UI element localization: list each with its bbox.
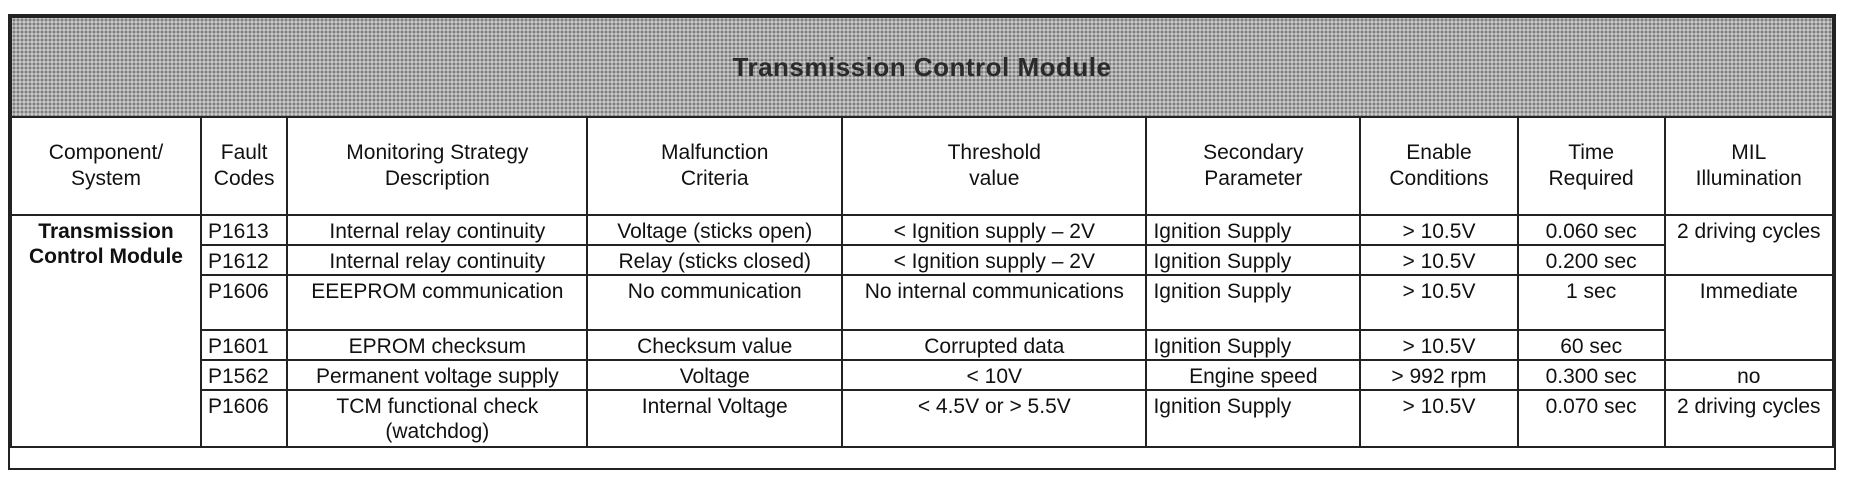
threshold: Corrupted data <box>842 330 1146 360</box>
table-row <box>11 360 1833 390</box>
header-malfunction-criteria: Malfunction Criteria <box>587 117 842 215</box>
criteria: Relay (sticks closed) <box>587 245 842 275</box>
header-monitoring-strategy: Monitoring Strategy Description <box>287 117 587 215</box>
mil-illumination: no <box>1665 360 1833 390</box>
enable-condition: > 10.5V <box>1360 245 1518 275</box>
secondary-parameter: Engine speed <box>1146 360 1360 390</box>
time-required: 0.300 sec <box>1518 360 1665 390</box>
header-time-required: Time Required <box>1518 117 1665 215</box>
description: EEEPROM communication <box>287 275 587 330</box>
table-row <box>11 245 1833 275</box>
fault-code: P1562 <box>201 360 287 390</box>
header-enable-conditions: Enable Conditions <box>1360 117 1518 215</box>
secondary-parameter: Ignition Supply <box>1146 330 1360 360</box>
mil-illumination: 2 driving cycles <box>1665 215 1833 275</box>
time-required: 1 sec <box>1518 275 1665 330</box>
threshold: < 4.5V or > 5.5V <box>842 390 1146 447</box>
criteria: Voltage (sticks open) <box>587 215 842 245</box>
description: Permanent voltage supply <box>287 360 587 390</box>
threshold: < Ignition supply – 2V <box>842 245 1146 275</box>
secondary-parameter: Ignition Supply <box>1146 390 1360 447</box>
criteria: Internal Voltage <box>587 390 842 447</box>
fault-code: P1601 <box>201 330 287 360</box>
fault-code: P1613 <box>201 215 287 245</box>
mil-illumination: Immediate <box>1665 275 1833 360</box>
enable-condition: > 10.5V <box>1360 275 1518 330</box>
criteria: Voltage <box>587 360 842 390</box>
enable-condition: > 10.5V <box>1360 330 1518 360</box>
table-row <box>11 330 1833 360</box>
enable-condition: > 10.5V <box>1360 390 1518 447</box>
threshold: < Ignition supply – 2V <box>842 215 1146 245</box>
enable-condition: > 10.5V <box>1360 215 1518 245</box>
secondary-parameter: Ignition Supply <box>1146 215 1360 245</box>
header-mil-illumination: MIL Illumination <box>1665 117 1833 215</box>
description: EPROM checksum <box>287 330 587 360</box>
header-component: Component/ System <box>11 117 201 215</box>
secondary-parameter: Ignition Supply <box>1146 245 1360 275</box>
header-secondary-parameter: Secondary Parameter <box>1146 117 1360 215</box>
table-row <box>11 390 1833 447</box>
description: TCM functional check (watchdog) <box>287 390 587 447</box>
secondary-parameter: Ignition Supply <box>1146 275 1360 330</box>
threshold: < 10V <box>842 360 1146 390</box>
time-required: 0.060 sec <box>1518 215 1665 245</box>
component-cell: Transmission Control Module <box>11 215 201 447</box>
tcm-table-frame <box>8 14 1836 470</box>
fault-code: P1606 <box>201 390 287 447</box>
criteria: No communication <box>587 275 842 330</box>
table-row <box>11 275 1833 330</box>
time-required: 0.200 sec <box>1518 245 1665 275</box>
fault-code: P1606 <box>201 275 287 330</box>
time-required: 60 sec <box>1518 330 1665 360</box>
mil-illumination: 2 driving cycles <box>1665 390 1833 447</box>
fault-code: P1612 <box>201 245 287 275</box>
table-title: Transmission Control Module <box>11 17 1833 117</box>
table-row <box>11 215 1833 245</box>
threshold: No internal communications <box>842 275 1146 330</box>
description: Internal relay continuity <box>287 215 587 245</box>
criteria: Checksum value <box>587 330 842 360</box>
description: Internal relay continuity <box>287 245 587 275</box>
tcm-table <box>10 16 1834 448</box>
time-required: 0.070 sec <box>1518 390 1665 447</box>
enable-condition: > 992 rpm <box>1360 360 1518 390</box>
header-threshold-value: Threshold value <box>842 117 1146 215</box>
header-row <box>11 117 1833 215</box>
header-fault-codes: Fault Codes <box>201 117 287 215</box>
